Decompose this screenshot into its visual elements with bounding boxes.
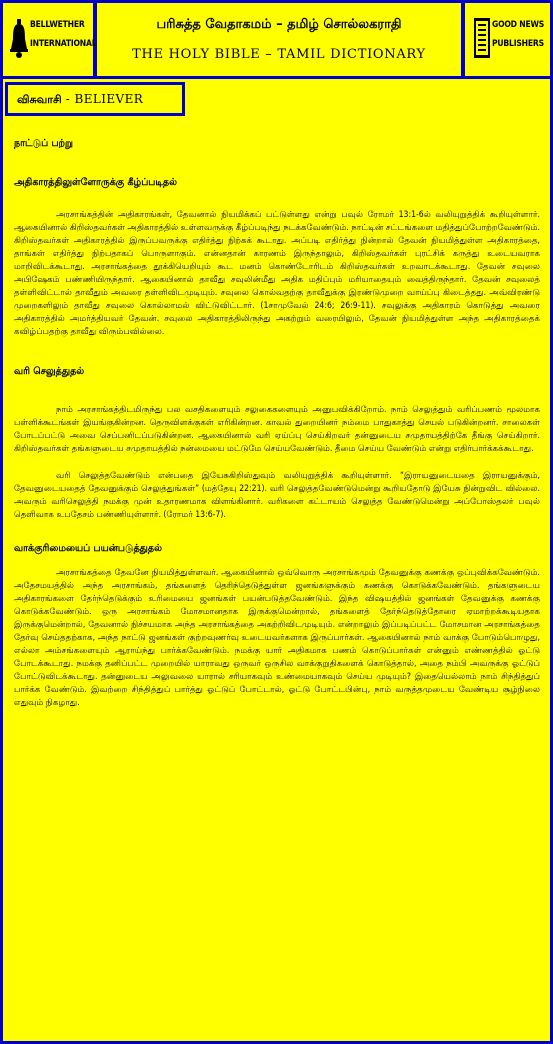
entry-word <box>5 82 185 116</box>
bellwether-logo-text <box>30 20 97 50</box>
article-body <box>14 137 540 710</box>
section-heading-taxes: வரி செலுத்துதல் <box>14 366 85 377</box>
book-icon <box>474 18 490 58</box>
logo-left-line2: INTERNATIONAL <box>30 39 97 49</box>
paragraph-obedience: அரசாங்கத்தின் அதிகாரங்கள், தேவனால் நியமிக்கப் பட்டுள்ளது என்று பவுல் ரோமர் 13:1-6ல் வலியுறுத்திக் கூறியுள்ளார். ஆகையினால் கிறிஸ்தவர்கள் அதிகாரத்தில் உள்ளவருக்கு கீழ்ப்படிந்து நடக்கவேண்டும். நாட்டின் சட்டங்களை மதித்துப்போற்றவேண்டும். கிறிஸ்தவர்கள் அதிகாரத்தில் இருப்பவருக்கு எதிர்த்து நிற்கக் கூடாது. அப்படி எதிர்த்து நின்றால் தேவன் நியமித்துள்ள அதிகாரத்தை, தாங்கள் எதிர்த்து நிற்பதாகப் பொருளாகும். என்னதான் காரணம் இருந்தாலும், கிறிஸ்தவர்கள் புரட்சிக் கருத்து உடையவராக மாறிவிடக்கூடாது. அரசாங்கத்தை தூக்கியெறியும் கூட மனம் கொண்டோரிடம் கிறிஸ்தவர்கள் உறவாடக்கூடாது. தேவன் சவுலை அபிஷேகம் பண்ணியிருந்தார். ஆகையினால் தாவீது சவுலின்மீது அதிக மதிப்பும் மரியாதையும் வைத்திருந்தார். தேவன் சவுலைத் தள்ளிவிட்டால் தாவீதும் அவரை தள்ளிவிடமுடியும். சவுலை கொல்வதற்கு தாவீதுக்கு இரண்டுமுறை வாய்ப்பு கிடைத்தது. அவ்விரண்டு முறைகளிலும் தாவீது சவுலை கொல்லாமல் விட்டுவிட்டார். (1சாமுவேல் 24:6; 26:9-11). சவுலுக்கு அதிகாரம் கொடுத்து அவரை அதிகாரத்தில் அமர்த்தியவர் தேவன். சவுலை அதிகாரத்திலிருந்து அகற்றும் வரையிலும், தேவன் நியமித்துள்ள அந்த அதிகாரத்தைக் கவிழ்ப்பதற்கு தாவீது விரும்பவில்லை. <box>14 210 540 337</box>
logo-right-line1: GOOD NEWS <box>492 20 545 30</box>
section-heading-obedience: அதிகாரத்திலுள்ளோருக்கு கீழ்ப்படிதல் <box>14 177 177 188</box>
entry-tamil: விசுவாசி <box>17 93 62 106</box>
logo-left-line1: BELLWETHER <box>30 20 85 30</box>
title-box <box>97 3 461 76</box>
good-news-logo[interactable] <box>465 3 550 76</box>
section-heading-voting: வாக்குரிமையைப் பயன்படுத்துதல் <box>14 543 162 554</box>
good-news-logo-text <box>492 20 548 50</box>
paragraph-taxes-2: வரி செலுத்தவேண்டும் என்பதை இயேசுகிறிஸ்துவும் வலியுறுத்திக் கூறியுள்ளார். “இராயனுடையதை இராயனுக்கும், தேவனுடையதைத் தேவனுக்கும் செலுத்துங்கள்” (மத்தேயு 22:21). வரி செலுத்தவேண்டுமென்று கூறியதோடு இயேசு நின்றுவிட வில்லை. அவரும் வரிசெலுத்தி நமக்கு முன் உதாரணமாக விளங்கினார். வரிகளை கட்டாயம் செலுத்த வேண்டுமென்று அப்போஸ்தலர் பவுல் தெளிவாக உபதேசம் பண்ணியுள்ளார். (ரோமர் 13:6-7). <box>14 471 540 520</box>
main-content <box>0 79 553 1044</box>
section-heading-patriotism: நாட்டுப் பற்று <box>14 138 73 149</box>
title-english: THE HOLY BIBLE – TAMIL DICTIONARY <box>132 47 426 62</box>
logo-right-line2: PUBLISHERS <box>492 39 544 49</box>
paragraph-voting: அரசாங்கத்தை தேவனே நியமித்துள்ளவர். ஆகையினால் ஒவ்வொரு அரசாங்கமும் தேவனுக்கு கணக்கு ஒப்புவிக்கவேண்டும். அதேசமயத்தில் அந்த அரசாங்கம், தங்களைத் தெரிந்தெடுத்துள்ள ஜனங்களுக்கும் கணக்கு கொடுக்கவேண்டும். தங்களுடைய அதிகாரங்களை தேர்ந்தெடுக்கும் உரிமையை ஜனங்கள் பயன்படுத்தவேண்டும். இந்த விஷயத்தில் ஜனங்கள் தேவனுக்கு கணக்கு கொடுக்கவேண்டும். ஒரு அரசாங்கம் மோசமானதாக இருக்குமென்றால், தங்களைத் தேர்ந்தெடுத்தோரை ஏமாற்றக்கூடியதாக இருக்குமென்றால், தேவனால் நிச்சயமாக அந்த அரசாங்கத்தை அகற்றிவிடமுடியும். என்றாலும் இப்படிப்பட்ட மோசமான அரசாங்கத்தை தேர்வு செய்ததற்காக, அந்த நாட்டு ஜனங்கள் குற்றவுணர்வு உடையவர்களாக இருப்பார்கள். ஆகையினால் நாம் வாக்கு போடும்பொழுது, எல்லா அம்சங்களையும் ஆராய்ந்து பார்க்கவேண்டும். நமக்கு யார் அதிகமாக பணம் கொடுப்பார்கள் என்னும் எண்ணத்தில் ஓட்டு போடக்கூடாது. நமக்கு தனிப்பட்ட முறையில் யாராவது ஒருவர் ஒருசில வாக்குறுதிகளைக் கொடுத்தால், அதை நம்பி அவருக்கு ஓட்டுப் போட்டுவிடக்கூடாது. தன்னுடைய அலுவலை யாரால் சரியாகவும் உண்மையாகவும் செய்ய முடியும்? இதையெல்லாம் நாம் சிந்தித்துப் பார்க்க வேண்டும். இவற்றை சிந்தித்துப் பார்த்து ஓட்டுப் போட்டால், ஓட்டு போட்டபின்பு, நாம் வருத்தமுடைய வேண்டிய சூழ்நிலை எதுவும் நிகழாது. <box>14 568 540 708</box>
page-header <box>0 0 553 79</box>
paragraph-taxes-1: நாம் அரசாங்கத்திடமிருந்து பல வசதிகளையும் சலுகைகளையும் அனுபவிக்கிறோம். நாம் செலுத்தும் வரிப்பணம் மூலமாக பள்ளிக்கூடங்கள் இயங்குகின்றன. தெருவிளக்குகள் எரிகின்றன. காவல் துறையினர் நம்மை பாதுகாத்து செயல் படுகின்றனர். சாலைகள் போடப்பட்டு அவை செப்பனிடப்படுகின்றன. ஆகையினால் வரி ஏய்ப்பு செய்கிறவர் தன்னுடைய சமுதாயத்திற்கே தீங்கு செய்கிறார். கிறிஸ்தவர்கள் தங்களுடைய சமுதாயத்தில் நன்மையை மட்டுமே செய்யவேண்டும். தீமை செய்ய வேண்டும் என்று எதிர்பார்க்கக்கூடாது. <box>14 405 540 454</box>
title-tamil: பரிசுத்த வேதாகமம் – தமிழ் சொல்லகராதி <box>156 17 402 32</box>
entry-english: BELIEVER <box>74 92 144 106</box>
bellwether-logo[interactable] <box>3 3 97 76</box>
entry-separator: - <box>61 92 75 106</box>
bell-icon <box>10 19 28 59</box>
